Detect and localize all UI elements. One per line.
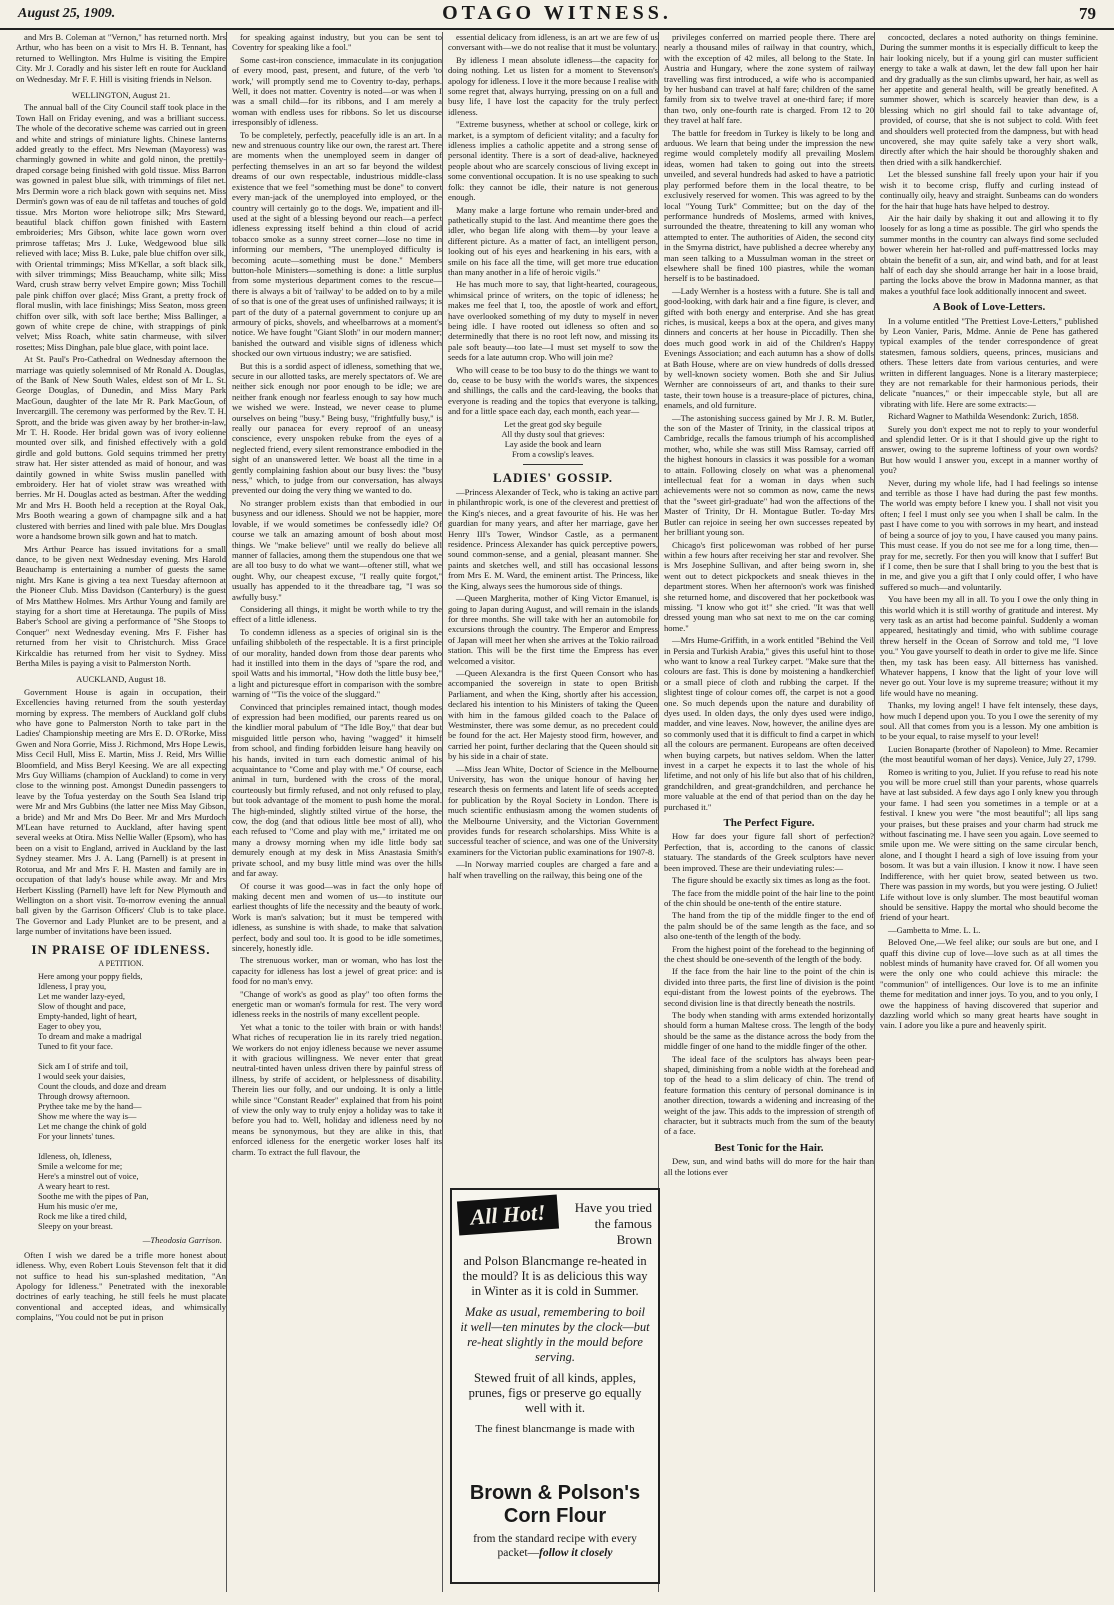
article-paragraph: "Extreme busyness, whether at school or college, kirk or market, is a symptom of deficient vitality; and a faculty for idleness implies a catholic appetite and a strong sense of personal identity. There is a sort of dead-alive, hackneyed people about who are scarcely conscious of living except in some conventional occupation. It is no use speaking to such folk: they cannot be idle, their nature is not generous enough. — [448, 119, 658, 203]
poem: Here among your poppy fields, Idleness, I pray you, Let me wander lazy-eyed, Slow of thought and pace, Empty-handed, light of heart, Eager to obey you, To dream and make a madrigal Tuned to fit your face. Sick am I of strife and toil, I would seek your daisies, Count the clouds, and doze and dream Through drowsy afternoon. Prythee take me by the hand— Show me where the way is— Let me change the chink of gold For your linnets' tunes. Idleness, oh, Idleness, Smile a welcome for me; Here's a minstrel out of voice, A weary heart to rest. Soothe me with the pipes of Pan, Hum his music o'er me, Rock me like a tired child, Sleepy on your breast. — [38, 972, 167, 1232]
article-paragraph: Yet what a tonic to the toiler with brain or with hands! What riches of recuperation lie in its rarely tried negation. We workers do not enjoy idleness because we never assume it with gracious willingness. We never enter that great neutral-tinted haven unless driven there by painful stress of illness, by strife of accident, or helplessness of disability. Therein lies our folly, and our undoing. It is only a little while since "Constant Reader" explained that from his point of view the only way to truly enjoy a holiday was to take it before you had to. Well, holiday and idleness need by no means be synonymous, but they are alike in this, that enforced idleness for the energetic worker loses half its charm. To extract the full flavour, the — [232, 1021, 442, 1157]
article-paragraph: The face from the middle point of the hair line to the point of the chin should be one-tenth of the entire stature. — [664, 887, 874, 908]
article-paragraph: No stranger problem exists than that embodied in our busyness and our idleness. Should we not be happier, more lovable, if we would sometimes be confessedly idle? Of course we talk an amazing amount of bosh about most things. We "make believe" until we really do believe all manner of fallacies, among them the stupendous one that we are all too busy to do what we want—oftener still, what we ought. Why, our cheapest excuse, "I really quite forgot," usually has appended to it the threadbare tag, "I was so awfully busy." — [232, 497, 442, 602]
letter-attribution: Richard Wagner to Mathilda Wesendonk: Zurich, 1858. — [888, 411, 1079, 422]
letter-text: Never, during my whole life, had I had feelings so intense and terrible as those I have had during the past few months. The world was empty before I knew you. I shall not visit you often; I feel I must only see you when I shall be calm. In the past I have come to you with sorrows in my heart, and instead of being a source of joy to you, I have caused you many pains. This must cease. If you do not see me for a long time, then—pray for me, secretly. For then you will know that I suffer! But if I come, then be sure that I shall bring to you the best that is in me, and give you a gift that I only could offer, I who have suffered so much—and voluntarily. — [880, 477, 1098, 592]
article-paragraph: Convinced that principles remained intact, though modes of expression had been modified, our parents reared us on the kindlier moral pabulum of "The Idle Boy," that dear but misguided little person who, having "wagged" it himself from school, and finding forbidden leisure hang heavily on his hands, invited in turn each domestic animal of his acquaintance to "Come and play with me." Of course, each animal in turn, burdened with the cross of the moral, courteously but firmly refused, and not only refused to play, but took advantage of the moment to push home the moral. The high-minded, slightly stilted virtue of the horse, the cow, the dog (and that odious little bee most of all), who each refused to "Come and play with me," irritated me on many a drowsy morning when my idle little body sat demurely enough at my desk in Miss Anastasia Smith's private school, and my busy little mind was over the hills and far away. — [232, 701, 442, 879]
issue-date: August 25, 1909. — [18, 6, 116, 21]
article-paragraph: concocted, declares a noted authority on things feminine. During the summer months it is especially difficult to keep the hair looking nicely, but if a young girl can muster sufficient energy to take a walk at dawn, let the dew fall upon her hair and dry gradually as the sun climbs upward, her hair, as well as her appetite and general health, will be greatly benefited. A summer shower, which is scarcely heavier than dew, is a blessing which no girl should fail to take advantage of, provided, of course, that she is not subject to cold. With feet and shoulders well protected from the dampness, but with head uncovered, she may quite safely take a very short walk, directly after which the hair should be thoroughly shaken and then dried with a silk handkerchief. — [880, 32, 1098, 167]
article-paragraph: The hand from the tip of the middle finger to the end of the palm should be of the same length as the face, and so also one-tenth of the length of the body. — [664, 910, 874, 942]
article-paragraph: privileges conferred on married people there. There are nearly a thousand miles of railway in that country, which, with the exception of 42 miles, all belong to the State. In Austria and Hungary, where the zone system of railway travelling was first introduced, a wife who is accompanied by her husband can travel at half fare; children of the same family from six to twelve travel at one-third fare; if more than two, only one-fourth rate is charged. From 12 to 20 they travel at half fare. — [664, 32, 874, 126]
letter-text: Beloved One,—We feel alike; our souls are but one, and I quaff this divine cup of love—love such as at all times the noblest minds of humanity have craved for. Of all women you were the only one who could achieve this miracle: the "communion" of intelligences. Our love is to me an infinite theme for meditation and inner joys. To you, and to you only, I owe the happiness of having discovered that superior and dazzling world which so many great hearts have sought in vain. I adore you like a pure and heavenly spirit. — [880, 937, 1098, 1031]
headline-hair-tonic: Best Tonic for the Hair. — [714, 1141, 824, 1154]
gossip-item: —Queen Margherita, mother of King Victor Emanuel, is going to Japan during August, and will remain in the islands for three months. She will take with her an automobile for excursions through the country. The Emperor and Empress of Japan will meet her when she arrives at the Tokio railroad station. This will be the first time the Empress has ever welcomed a visitor. — [448, 593, 658, 666]
article-paragraph: The ideal face of the sculptors has always been pear-shaped, diminishing from a noble width at the forehead and top of the head to a slim delicacy of chin. The trend of feature formation this century of personal dominance is in another direction, towards a widening and increasing of the weight of the jaw. This adds to the impression of strength of character, but it subtracts much from the sum of the beauty of a face. — [664, 1053, 874, 1137]
letter-attribution: —Gambetta to Mme. L. L. — [888, 924, 981, 935]
article-paragraph: —Mrs Hume-Griffith, in a work entitled "Behind the Veil in Persia and Turkish Arabia," gives this useful hint to those who want to know a real Turkey carpet. "Make sure that the colours are fast. This is done by moistening a handkerchief or a small piece of cloth and rubbing the carpet. If the slightest tinge of colour comes off, the carpet is not a good one. So much depends upon the nature and durability of dyes used. In olden days, the only dyes used were indigo, madder, and vine leaves. Now, however, the aniline dyes are so commonly used that it is difficult to find a carpet in which all the colours are permanent. Europeans are often deceived when buying carpets, but natives seldom. When the latter invest in a carpet he expects it to last the whole of his lifetime, and not only of his life but also that of his children, grandchildren, and great-grandchildren, and perchance he more valuable at the end of that period than on the day he purchased it." — [664, 635, 874, 812]
article-paragraph: "Change of work's as good as play" too often forms the energetic man or woman's formula for rest. The very word idleness reeks in the nostrils of many excellent people. — [232, 988, 442, 1020]
article-paragraph: Many make a large fortune who remain under-bred and pathetically stupid to the last. And meantime there goes the idler, who began life along with them—by your leave a different picture. As a matter of fact, an intelligent person, looking out of his eyes and hearkening in his ears, with a smile on his face all the time, will get more true education than many another in a life of heroic vigils." — [448, 204, 658, 277]
ad-intro: Have you tried the famous Brown — [574, 1200, 652, 1247]
gossip-item: —In Norway married couples are charged a fare and a half when travelling on the railway, this being one of the — [448, 859, 658, 880]
article-paragraph: The battle for freedom in Turkey is likely to be long and arduous. We learn that being under the impression the new regime would completely modify all prevailing Moslem ideas, women had taken to going out into the streets unveiled, and several hundreds had asked to have a patriotic play performed before them in the local theatre, to be exclusively reserved for women. This was agreed to by the local "Young Turk" Committee; but on the day of the performance hundreds of Moslems, armed with knives, surrounded the theatre, threatening to kill any woman who attempted to enter. The authorities of Aiden, the second city in the Smyrna district, have published a decree whereby any man seen talking to a Mussulman woman in the street or elsewhere shall be fined 100 piastres, while the woman herself is to be bastinadoed. — [664, 127, 874, 284]
column-2 — [232, 32, 442, 1592]
page-number: 79 — [1079, 4, 1096, 23]
article-paragraph: Some cast-iron conscience, immaculate in its conjugation of every mood, past, present, and future, of the verb 'to work,' will promptly send me to Coventry to-day, perhaps. Well, it does not matter. Coventry is noted—or was when I was a small child—for its ribbons, and I am merely a woman with endless uses for ribbons. So let us discourse irresponsibly of idleness. — [232, 54, 442, 128]
article-paragraph: Air the hair daily by shaking it out and allowing it to fly loosely for as long a time as possible. The girl who spends the summer months in the country can always find some secluded bower wherein her hat-rolled and puff-mattressed locks may obtain the benefit of a sun, air, and wind bath, and for at least half of each day she should arrange her hair in a loose braid, parting the locks above the brow in Madonna manner, as that makes a youthful face look additionally innocent and sweet. — [880, 212, 1098, 296]
column-1 — [16, 32, 226, 1592]
article-paragraph: The figure should be exactly six times as long as the foot. — [672, 875, 871, 886]
article-paragraph: The body when standing with arms extended horizontally should form a human Maltese cross. The length of the body should be the same as the distance across the body from the middle finger of one hand to the middle finger of the other. — [664, 1009, 874, 1052]
article-paragraph: Chicago's first policewoman was robbed of her purse within a few hours after receiving her star and revolver. She is Mrs Josephine Sullivan, and after being sworn in, she went out to detect pickpockets and sneak thieves in the department stores. When her afternoon's work was finished she returned home, and discovered that her pocketbook was missing. "I know who got it!" she cried. "It was that well dressed young man who sat next to me on the car coming home." — [664, 539, 874, 633]
ad-text: Make as usual, remembering to boil it well—ten minutes by the clock—but re-heat slightly in the mould before serving. — [460, 1305, 650, 1364]
poem-author: —Theodosia Garrison. — [142, 1235, 222, 1246]
article-paragraph: Dew, sun, and wind baths will do more for the hair than all the lotions ever — [664, 1156, 874, 1177]
poem-title: A PETITION. — [98, 958, 144, 968]
headline-ladies-gossip: LADIES' GOSSIP. — [492, 469, 613, 485]
masthead — [0, 0, 1114, 30]
article-paragraph: If the face from the hair line to the point of the chin is divided into three parts, the first line of division is the point equi-distant from the lowest points of the eyebrows. The second division line is that directly beneath the nostrils. — [664, 966, 874, 1008]
ad-brand: Brown & Polson's Corn Flour — [469, 1482, 641, 1527]
ad-text: The finest blancmange is made with — [475, 1423, 635, 1435]
letter-text: Surely you don't expect me not to reply to your wonderful and splendid letter. Or is it that I should give up the right to answer, owing to the supreme loftiness of your own words? But how would I answer you, except in a manner worthy of you? — [880, 423, 1098, 476]
letter-text: Thanks, my loving angel! I have felt intensely, these days, how much I depend upon you. To you I owe the serenity of my soul. All that comes from you is a lesson. My one ambition is to be your equal, to raise myself to your level! — [880, 700, 1098, 742]
ad-text: and Polson Blancmange re-heated in the mould? It is as delicious this way in Winter as it is cold in Summer. — [462, 1254, 648, 1298]
ad-footer-text: from the standard recipe with every packet— — [473, 1533, 637, 1559]
society-notes: and Mrs B. Coleman at "Vernon," has returned north. Mrs Arthur, who has been on a visit to Mrs H. B. Tennant, has returned to Wellington. Mrs Hulme is visiting the Empire City. Mr J. Coradly and his sister left en route for Auckland on Wednesday. Mr F. F. Hill is visiting friends in Nelson. — [16, 32, 226, 84]
ad-headline: All Hot! — [457, 1195, 559, 1236]
dateline-wellington: WELLINGTON, August 21. — [71, 90, 171, 101]
article-paragraph: He has much more to say, that light-hearted, courageous, whimsical prince of writers, on the topic of idleness; he makes me feel that I, too, the apostle of work and effort, have overlooked something of my duty to myself in never being idle. I have rooted out idleness so often and so determinedly that there is no root left now, and missing its pale soft beauty—too late—I must set myself to sow the seeds for a late autumn crop. Who will join me? — [448, 279, 658, 363]
article-paragraph: —The astonishing success gained by Mr J. R. M. Butler, the son of the Master of Trinity, in the classical tripos at Cambridge, recalls the famous triumph of his accomplished mother, who, while she was still Miss Ramsay, carried off the highest honours in classics it was possible for a woman to attain. Following closely on what was a phenomenal intellectual feat for a woman in days when such achievements were not so common as now, came the news that the "sweet girl-graduate" had won the affections of the Master of Trinity, Dr H. Montague Butler. To-day Mrs Butler can rejoice in seeing her own successes repeated by her brilliant young son. — [664, 412, 874, 538]
letter-text: You have been my all in all. To you I owe the only thing in this world which it is still worthy of gratitude and interest. My very task as an artist had become painful. Suddenly a woman appeared, hesitatingly and timid, who with sublime courage threw herself in the Ocean of Sorrow and told me, "I love you." You gave yourself to death in order to give me life. Since then, my task has been easy. All bitterness has vanished. Whatever happens, I know that the light of your love will never go out. Your love is my supreme treasure; without it my life would have no meaning. — [880, 594, 1098, 698]
article-paragraph: How far does your figure fall short of perfection? Perfection, that is, according to the canons of classic statuary. The standards of the Greek sculptors have never been improved. These are their undeviating rules:— — [664, 831, 874, 873]
article-paragraph: At St. Paul's Pro-Cathedral on Wednesday afternoon the marriage was quietly solemnised of Mr Ronald A. Douglas, of the Bank of New South Wales, eldest son of Mr L. St. George Douglas, of Dunedin, and Miss Mary Park MacGoun, daughter of the late Mr R. Park MacGoun, of Invercargill. The ceremony was performed by the Rev. T. H. Sprott, and the bride was given away by her brother-in-law, Mr T. H. Roode. Her bridal gown was of ivory eolienne mounted over silk, and finished effectively with a gold girdle and gold buttons. Gold sequins trimmed her pretty straw hat. Her sister attended as maid of honour, and was daintily gowned in white Swiss muslin panelled with embroidery. Her hat of violet straw was wreathed with berries. Mr H. Douglas acted as bestman. After the wedding Mr and Mrs H. Booth held a reception at the Royal Oak, Mrs Booth wearing a gown of champagne silk and a hat clustered with berries and lined with pale blue. Mrs Douglas wore a handsome brown silk gown and hat to match. — [16, 354, 226, 542]
article-paragraph: Of course it was good—was in fact the only hope of making decent men and women of us—to institute our earliest thoughts of life the necessity and the beauty of work. Work is man's salvation; but it must be tempered with idleness, as sunshine is with shade, to make that salvation perfect, body and soul too. It is good to be idle sometimes, sincerely, honestly idle. — [232, 880, 442, 953]
article-paragraph: essential delicacy from idleness, is an art we are few of us conversant with—we do not realise that it must be voluntary. — [448, 32, 658, 53]
article-paragraph: Mrs Arthur Pearce has issued invitations for a small dance, to be given next Wednesday evening. Mrs Harold Beauchamp is entertaining a number of guests the same night. Mrs Kane is giving a tea next Tuesday afternoon at the Pioneer Club. Miss Davidson (Canterbury) is the guest of Mrs Matthew Holmes. Mrs Arthur Young and family are staying for a short time at Heretaunga. The pupils of Miss Baber's School are giving a performance of "She Stoops to Conquer" next Wednesday evening. Mrs F. Fisher has returned from her visit to Christchurch. Miss Grace Kirkcaldie has returned from her visit to Sydney. Miss Bertha Miles is paying a visit to Palmerston North. — [16, 543, 226, 668]
headline-praise-of-idleness: IN PRAISE OF IDLENESS. — [31, 941, 211, 957]
gossip-item: —Princess Alexander of Teck, who is taking an active part in philanthropic work, is one of the cleverest and prettiest of the King's nieces, and a great favourite of his. He was her guardian for many years, and after her marriage, gave her Henry III's Tower, Windsor Castle, as a permanent residence. Princess Alexander has quick perceptive powers, sound common-sense, and a genial, pleasant manner. She paints and sketches well, and still has occasional lessons from Mrs E. M. Ward, the eminent artist. The Princess, like the King, always sees the humorous side of things. — [448, 487, 658, 591]
article-paragraph: Let the blessed sunshine fall freely upon your hair if you wish it to become crisp, fluffy and curling instead of continually oily, heavy and straight. Sunbeams can do wonders for the hair that huge hats have helped to destroy. — [880, 169, 1098, 211]
column-rule — [442, 32, 443, 1592]
gossip-item: —Miss Jean White, Doctor of Science in the Melbourne University, has won the unique honour of having her research thesis on ferments and latent life of seeds accepted for publication by the Royal Society in London. There is much scientific enthusiasm among the women students of the Melbourne University, and the Victorian Government provides funds for research scholarships. Miss White is a successful teacher of science, and was one of the University examiners for the Victorian public examinations for 1907-8. — [448, 763, 658, 857]
article-paragraph: In a volume entitled "The Prettiest Love-Letters," published by Leon Vanier, Paris, Mdme. Annie de Pene has gathered typical examples of the tender correspondence of great statesmen, famous soldiers, queens, princes, musicians and others. These letters date from various centuries, and were written in different languages. None is a literary masterpiece; they are not remarkable for their harmonious periods, their delicate "nuances," or their impeccable style, but all are vibrating with life. Here are some extracts:— — [880, 315, 1098, 409]
gossip-item: —Queen Alexandra is the first Queen Consort who has accompanied the sovereign in state to open British Parliament, and when the King, shortly after his accession, declared his intention to his Ministers of taking the Queen with him in the famous gilded coach to the Palace of Westminster, there was some demur, as no precedent could be found for the act. Her Majesty stood firm, however, and carried her point, further declaring that the Queen should sit by his side in a chair of state. — [448, 667, 658, 762]
letter-text: Romeo is writing to you, Juliet. If you refuse to read his note you will be more cruel still than your parents, whose quarrels have at last subsided. A few days ago I only knew you through your fame. I had seen you sometimes in a temple or at a festival. I knew you were "the most beautiful"; all lips sang your praises, but these praises and your charm had struck me without fascinating me. I have seen you again. Love seemed to smile upon me. We were sitting on the same circular bench, alone, and I thought I heard a sigh of love issuing from your bosom. It was but a vain illusion. I know it now. I have seen Indifference, with her quiet brow, seated between us two. There was passion in my words, but you were jesting. O Juliet! Life without love is only slumber. The most beautiful woman should be sensitive. Happy the mortal who should become the friend of your heart. — [880, 766, 1098, 923]
dateline-auckland: AUCKLAND, August 18. — [76, 674, 166, 685]
article-paragraph: for speaking against industry, but you can be sent to Coventry for speaking like a fool." — [232, 32, 442, 53]
blancmange-advertisement — [450, 1188, 660, 1584]
article-paragraph: From the highest point of the forehead to the beginning of the chest should be one-seventh of the length of the body. — [664, 943, 874, 964]
article-paragraph: Government House is again in occupation, their Excellencies having returned from the south yesterday morning by express. The members of Auckland golf clubs who have gone to Palmerston North to take part in the Ladies' Championship meeting are Mrs E. D. O'Rorke, Miss Gwen and Nora Gorrie, Miss J. Richmond, Mrs Hope Lewis, Miss Cecil Hull, Miss E. Martin, Miss J. Reid, Mrs Willie Bloomfield, and Miss Beryl Keesing. We are all expecting Mrs Guy Williams (champion of Auckland) to come in very close to the winning post. Amongst Dunedin passengers to leave by the Tofua yesterday on the South Sea Island trip were Mr and Mrs Gubbins (the latter nee Miss May Gibson, a bride) and Mr and Mrs Do Beer. Mr and Mrs Murdoch M'Lean have returned to Auckland, after having spent several weeks at Otira. Miss Nellie Waller (Epsom), who has been on a visit to England, arrived in Auckland by the last Sydney steamer. Mrs J. A. Lang (Parnell) is at present in Rotorua, and Mr and Mrs F. H. Masten and family are in occupation of that lady's house while away. Mr and Mrs Herbert Kissling (Parnell) have left for New Plymouth and Wellington on a short visit. To-morrow evening the annual ball given by the Garrison Officers' Club is to take place. The Governor and Lady Plunket are to be present, and a large number of invitations have been issued. — [16, 686, 226, 937]
article-paragraph: The strenuous worker, man or woman, who has lost the capacity for idleness has lost a jewel of great price: and is food for no man's envy. — [232, 955, 442, 987]
article-paragraph: —Lady Wernher is a hostess with a future. She is tall and good-looking, with dark hair and a fine figure, is clever, and gifted with both energy and enterprise. And she has great riches, is musical, keeps a box at the opera, and gives many dinners and concerts at her house in Piccadilly. Then she does much good work in aid of the Children's Happy Evenings Association; and each autumn has a show of dolls at Bath House, where are on view hundreds of dolls dressed by well-known society women. Both she and Sir Julius Wernher are connoisseurs of art, and thanks to their sure taste, their town house is a treasure-place of pictures, china, enamels, and old furniture. — [664, 285, 874, 411]
column-rule — [226, 32, 227, 1592]
article-paragraph: Considering all things, it might be worth while to try the effect of a little idleness. — [232, 603, 442, 625]
column-rule — [874, 32, 875, 1592]
article-paragraph: To condemn idleness as a species of original sin is the unfailing shibboleth of the respectable. It is a first principle of our morality, handed down from those dear parents who had it instilled into them in the days of "spare the rod, and spoil Watts and his immortal, "How doth the little busy bee," a light and picturesque effort in comparison with the sombre warning of "'Tis the voice of the sluggard." — [232, 626, 442, 700]
divider — [523, 464, 583, 465]
article-paragraph: But this is a sordid aspect of idleness, something that we, secure in our allotted tasks, are merely spectators of. We are neither sick enough nor poor enough to be idle; we are neither frank enough nor fearless enough to say how much we wished we were. Instead, we never cease to plume ourselves on being "busy." Being busy, "frightfully busy," is really our panacea for every reproof of an uneasy conscience, every unspoken rebuke from the eyes of a neglected friend, every silent remonstrance embodied in the sight of an unanswered letter. We boast all the time in a gently complaining fashion about our busy lives: the "busy ness," which, to judge from our conversation, has always prevented our doing the very thing we wanted to do. — [232, 360, 442, 496]
ad-body — [460, 1254, 650, 1437]
headline-love-letters: A Book of Love-Letters. — [932, 301, 1046, 314]
column-3 — [448, 32, 658, 1182]
headline-perfect-figure: The Perfect Figure. — [723, 817, 815, 830]
article-paragraph: To be completely, perfectly, peacefully idle is an art. In a new and strenuous country like our own, the rarest art. There are moments when the unemployed seem in danger of perfecting themselves in an art so far beyond the wildest dreams of our own respectable, industrious middle-class existence that we feel "something must be done" to convert every man-jack of the unemployed into employed, or the country will certainly go to the dogs. We, impatient and ill-used at the sight of a blessing beyond our reach—a perfect idleness expressing itself behind a thin cloud of acrid tobacco smoke as a sunny street corner—lose no time in informing our members, "The unemployed difficulty is becoming acute—something must be done." Members button-hole Ministers—something is done: a little surplus from some mysterious department comes to the rescue—there is always a bit of 'railway' to be added on to by a mile of so that is one of the great uses of unfinished railways; it is part of the duty of a paternal government to conjure up an armoury of picks, shovels, and wheelbarrows at a moment's notice. We have fought "Giant Sloth" in our modern manner; banished the outward and visible signs of idleness which shocked our own virtuous industry; we are satisfied. — [232, 129, 442, 359]
ad-text: Stewed fruit of all kinds, apples, prunes, figs or preserve go equally well with it. — [468, 1371, 642, 1415]
article-paragraph: Who will cease to be too busy to do the things we want to do, cease to be busy with the world's wares, the sixpences and shillings, the calls and the card-leaving, the books that everyone is reading and the topics that everyone is talking, and for a little space each day, each month, each year— — [448, 364, 658, 417]
article-paragraph: Often I wish we dared be a trifle more honest about idleness. Why, even Robert Louis Stevenson felt that it did not suffice to head his sun-splashed meditation, "An Apology for Idleness." Penetrated with the inexorable doctrines of early teaching, he still feels he must placate conventional and accepted ideas, and whimsically complains, "You could not be put in prison — [16, 1249, 226, 1323]
article-paragraph: The annual ball of the City Council staff took place in the Town Hall on Friday evening, and was a brilliant success. The whole of the decorative scheme was carried out in green and white and strings of miniature lights. Chinese lanterns added greatly to the effect. Mrs Newman (Mayoress) was charmingly gowned in white and gold ninon, the prettily-draped corsage being finished with gold tissue. Miss Barron was gowned in palest blue silk, with trimmings of filet net. Mrs Dermin wore a rich black gown with sequins net. Miss Dermin's gown was of eau de nil taffetas and touches of gold tissue. Mrs Morton wore heliotrope silk; Mrs Steward, beautiful black chiffon gown finished with Eastern embroideries; Mrs Gibson, white lace gown worn over primrose taffetas; Mrs J. Luke, Wedgewood blue silk relieved with lace; Miss B. Luke, pale blue chiffon over silk, with Oriental trimmings; Miss M'Kellar, a soft black silk, with silver trimmings; Miss Beauchamp, white silk; Miss Ward, crush straw berry velvet Empire gown; Miss Tochill pale pink chiffon over glacé; Miss Grant, a pretty frock of floral muslin, with lace finishings; Miss Seaton, moss green chiffon over silk, with soft lace berthe; Miss Ballinger, a gown of white crepe de chine, with strappings of pink velvet; Miss Roach, white satin charmeuse, with silver rosettes; Miss Dinghan, pale blue glace, with point lace. — [16, 102, 226, 352]
paper-title: OTAGO WITNESS. — [442, 2, 672, 24]
ad-footer — [460, 1532, 650, 1560]
column-5 — [880, 32, 1098, 1592]
column-4 — [664, 32, 874, 1592]
ad-footer-emphasis: follow it closely — [539, 1547, 613, 1559]
quoted-verse: Let the great god sky beguile All thy dusty soul that grieves: Lay aside the book and learn From a cowslip's leaves. — [501, 419, 605, 459]
letter-attribution: Lucien Bonaparte (brother of Napoleon) to Mme. Recamier (the most beautiful woman of her days). Venice, July 27, 1799. — [880, 743, 1098, 765]
article-paragraph: By idleness I mean absolute idleness—the capacity for doing nothing. Let us listen for a moment to Stevenson's apology for idleness. I love it the more because I realise with some regret that, always hurrying, pressing on on a full and busy life, I have lost the capacity for the truly perfect idleness. — [448, 54, 658, 117]
